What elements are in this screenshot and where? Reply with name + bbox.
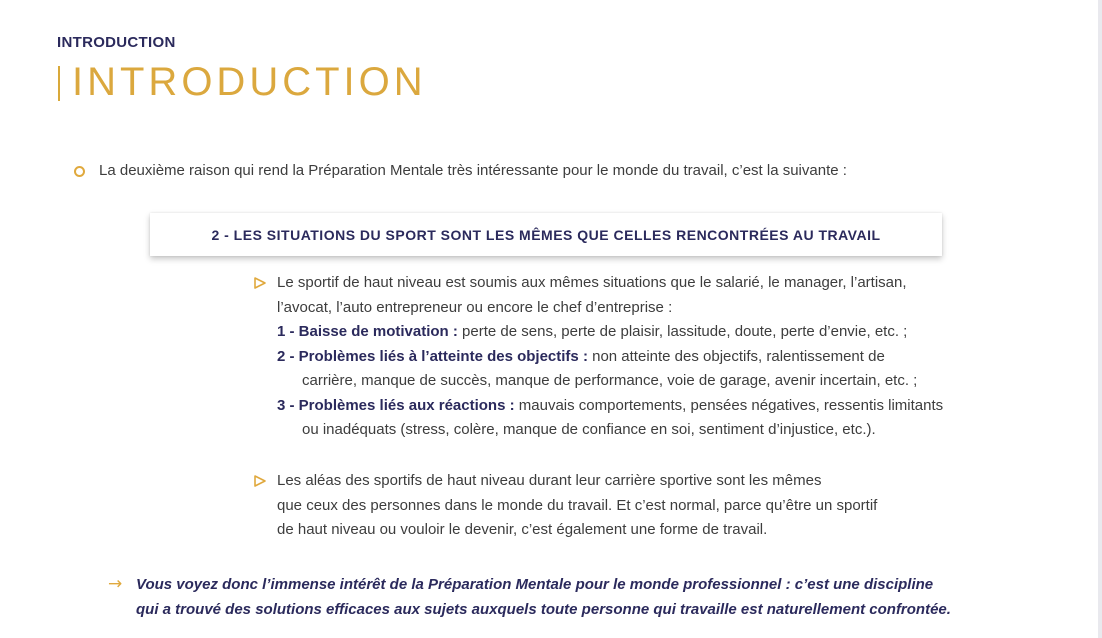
text-line: de haut niveau ou vouloir le devenir, c’est également une forme de travail. [277, 521, 768, 538]
list-item [277, 394, 943, 419]
arrow-right-icon: → [108, 574, 123, 594]
item-text-continued: ou inadéquats (stress, colère, manque de confiance en soi, sentiment d’injustice, etc.). [302, 421, 876, 438]
text-line: l’avocat, l’auto entrepreneur ou encore le chef d’entreprise : [277, 298, 673, 316]
circle-bullet-icon [74, 166, 85, 177]
text-line: que ceux des personnes dans le monde du travail. Et c’est normal, parce qu’être un sportif [277, 496, 878, 514]
text-line: Les aléas des sportifs de haut niveau durant leur carrière sportive sont les mêmes [277, 472, 822, 489]
item-heading: 1 - Baisse de motivation : [277, 323, 458, 340]
item-heading: 3 - Problèmes liés aux réactions : [277, 396, 515, 414]
section-heading: 2 - LES SITUATIONS DU SPORT SONT LES MÊMES QUE CELLES RENCONTRÉES AU TRAVAIL [211, 226, 881, 243]
list-item [277, 345, 943, 370]
triangle-bullet-icon [253, 276, 267, 290]
triangle-bullet-icon [253, 474, 267, 488]
intro-text: La deuxième raison qui rend la Préparation Mentale très intéressante pour le monde du travail, c’est la suivante : [99, 162, 847, 179]
text-line: qui a trouvé des solutions efficaces aux sujets auxquels toute personne qui travaille est naturellement confrontée. [136, 601, 951, 618]
list-item [277, 320, 943, 345]
text-line: Vous voyez donc l’immense intérêt de la Préparation Mentale pour le monde professionnel : c’est une discipline [136, 576, 934, 593]
item-text: perte de sens, perte de plaisir, lassitude, doute, perte d’envie, etc. ; [457, 323, 908, 340]
title-accent-bar [58, 66, 60, 101]
section-heading-box [150, 213, 942, 256]
item-text: mauvais comportements, pensées négatives, ressentis limitants [514, 396, 944, 414]
page-title: INTRODUCTION [72, 60, 427, 104]
item-heading: 2 - Problèmes liés à l’atteinte des objectifs : [277, 347, 588, 365]
text-line: Le sportif de haut niveau est soumis aux mêmes situations que le salarié, le manager, l’artisan, [277, 274, 907, 291]
bullet-paragraph-2 [277, 469, 877, 543]
item-text-continued: carrière, manque de succès, manque de performance, voie de garage, avenir incertain, etc. ; [302, 372, 918, 389]
bullet-paragraph-1 [277, 271, 943, 443]
conclusion-text [136, 572, 951, 622]
section-kicker: INTRODUCTION [57, 34, 176, 51]
page-edge [1098, 0, 1102, 638]
item-text: non atteinte des objectifs, ralentissement de [587, 347, 885, 365]
